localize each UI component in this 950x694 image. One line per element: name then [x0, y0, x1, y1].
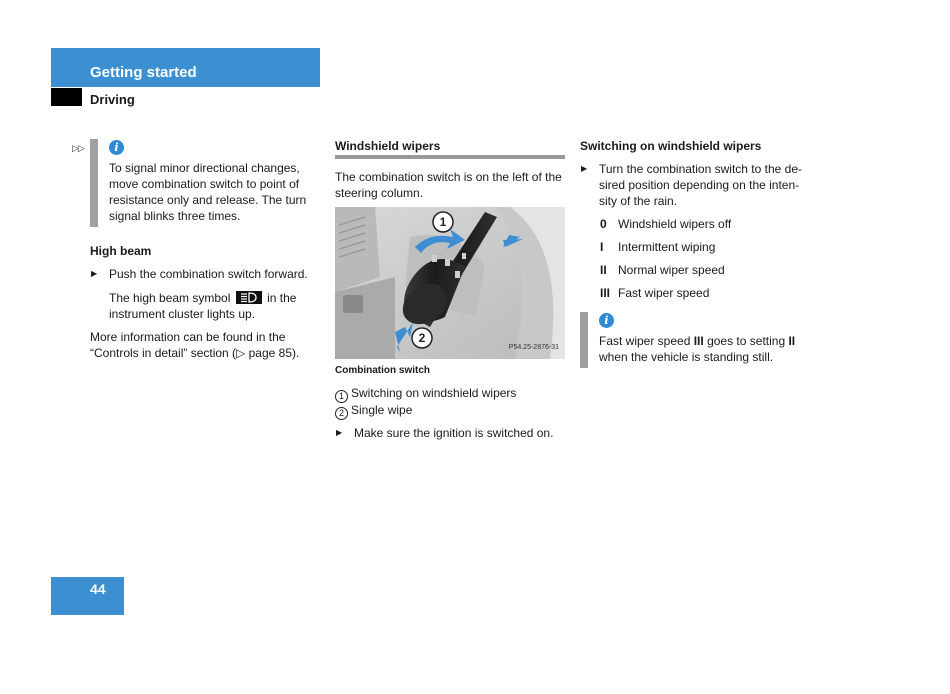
- info-note-text: Fast wiper speed III goes to setting II when the vehicle is standing still.: [599, 334, 796, 364]
- info-note-signal: [90, 139, 320, 229]
- combination-switch-illustration: [335, 207, 565, 359]
- setting-text: Windshield wipers off: [618, 217, 732, 231]
- combination-switch-figure: [335, 207, 565, 359]
- figure-callout-1: 1: [439, 215, 447, 229]
- setting-text: Fast wiper speed: [618, 286, 710, 300]
- step-arrow-icon: ▶: [336, 428, 343, 437]
- info-note-wiper: [580, 312, 820, 368]
- high-beam-symbol-icon: [236, 291, 262, 304]
- switching-step: Turn the combination switch to the de- sired position depending on the inten- sity of the rain.: [599, 162, 802, 208]
- info-icon: i: [599, 313, 614, 328]
- callout-2: 2: [335, 407, 348, 420]
- more-info-text: More information can be found in the “Controls in detail” section (▷ page 85).: [90, 330, 300, 360]
- setting-text: Intermittent wiping: [618, 240, 716, 254]
- high-beam-result: The high beam symbol in the: [109, 291, 297, 305]
- step-arrow-icon: ▶: [581, 164, 588, 173]
- setting-key: II: [600, 263, 607, 277]
- setting-key: 0: [600, 217, 607, 231]
- info-note-text: To signal minor directional changes, move combination switch to point of resistance only and release. The turn signal blinks three times.: [109, 161, 307, 223]
- legend-item: 2 Single wipe: [335, 402, 412, 420]
- subsection-title: Driving: [90, 92, 135, 107]
- info-icon: i: [109, 140, 124, 155]
- step-arrow-icon: ▶: [91, 269, 98, 278]
- heading-rule: [335, 155, 565, 159]
- wipers-heading: Windshield wipers: [335, 139, 441, 153]
- info-bar: [90, 139, 98, 227]
- setting-key: III: [600, 286, 611, 300]
- setting-key: I: [600, 240, 604, 254]
- high-beam-step: Push the combination switch forward.: [109, 267, 308, 281]
- page-number: 44: [90, 581, 106, 597]
- subsection-marker: [51, 88, 82, 106]
- legend-item: 1 Switching on windshield wipers: [335, 385, 516, 403]
- figure-callout-2: 2: [418, 331, 426, 345]
- ignition-step: Make sure the ignition is switched on.: [354, 426, 554, 440]
- high-beam-result-line2: instrument cluster lights up.: [109, 307, 256, 321]
- page-number-box: [51, 577, 124, 615]
- figure-caption: Combination switch: [335, 365, 430, 376]
- figure-code: P54.25-2876-31: [508, 344, 559, 351]
- setting-text: Normal wiper speed: [618, 263, 725, 277]
- high-beam-heading: High beam: [90, 244, 152, 258]
- info-bar: [580, 312, 588, 368]
- callout-1: 1: [335, 390, 348, 403]
- section-title: Getting started: [90, 64, 197, 81]
- switching-wipers-heading: Switching on windshield wipers: [580, 139, 762, 153]
- wipers-intro: The combination switch is on the left of the steering column.: [335, 170, 562, 200]
- continuation-marker: ▷▷: [72, 143, 84, 153]
